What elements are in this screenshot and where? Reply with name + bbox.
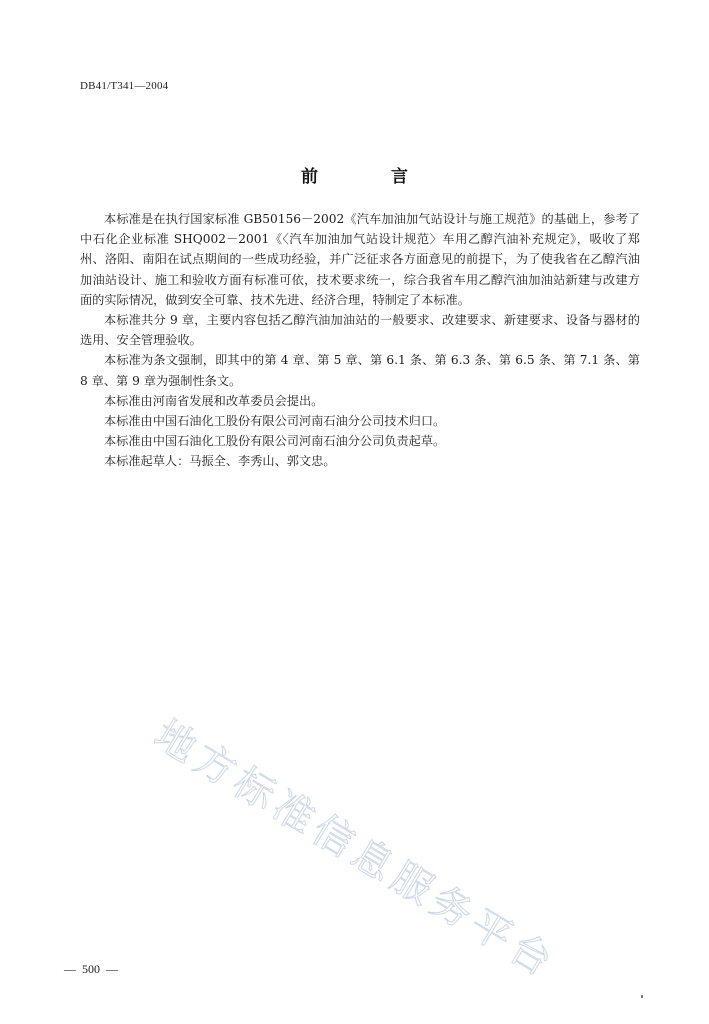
paragraph-basis: 本标准是在执行国家标准 GB50156－2002《汽车加油加气站设计与施工规范》的基础上，参考了中石化企业标准 SHQ002－2001《〈汽车加油加气站设计规范〉车用乙醇汽油补充规定》，吸收了郑州、洛阳、南阳在试点期间的一些成功经验，并广泛征求各方面意见的前提下，为了使我省在乙醇汽油加油站设计、施工和验收方面有标准可依，技术要求统一，综合我省车用乙醇汽油加油站新建与改建方面的实际情况，做到安全可靠、技术先进、经济合理，特制定了本标准。 xyxy=(80,212,640,307)
foreword-body xyxy=(80,209,640,472)
scan-speck xyxy=(641,995,643,998)
paragraph-centralized: 本标准由中国石油化工股份有限公司河南石油分公司技术归口。 xyxy=(104,414,446,429)
paragraph-mandatory: 本标准为条文强制，即其中的第 4 章、第 5 章、第 6.1 条、第 6.3 条、第 6.5 条、第 7.1 条、第 8 章、第 9 章为强制性条文。 xyxy=(80,353,640,388)
watermark: 地方标准信息服务平台 xyxy=(146,711,565,989)
page-number: — 500 — xyxy=(64,962,118,976)
paragraph-drafters: 本标准起草人：马振全、李秀山、郭文忠。 xyxy=(104,454,336,469)
paragraph-proposer: 本标准由河南省发展和改革委员会提出。 xyxy=(104,393,324,408)
paragraph-structure: 本标准共分 9 章，主要内容包括乙醇汽油加油站的一般要求、改建要求、新建要求、设备与器材的选用、安全管理验收。 xyxy=(80,313,640,348)
page-title: 前 言 xyxy=(301,167,436,187)
standard-code: DB41/T341—2004 xyxy=(80,80,169,92)
paragraph-drafter-org: 本标准由中国石油化工股份有限公司河南石油分公司负责起草。 xyxy=(104,434,446,449)
